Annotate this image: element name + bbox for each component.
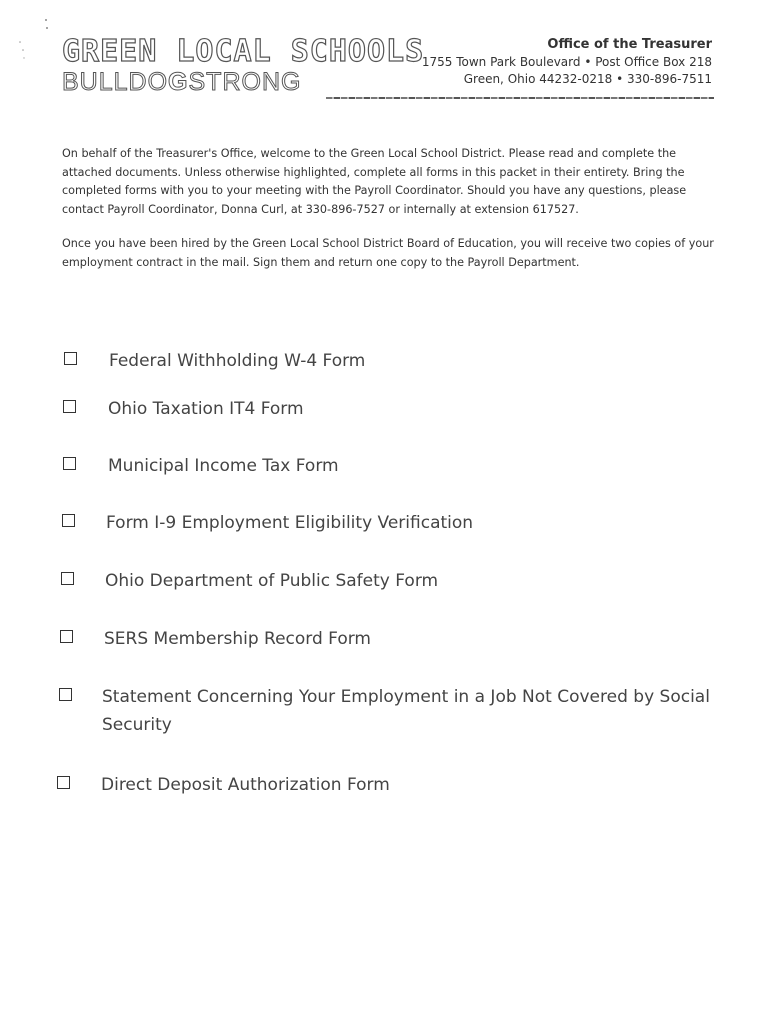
checkbox[interactable] (61, 572, 74, 585)
checklist-item (60, 625, 714, 653)
checkbox[interactable] (62, 514, 75, 527)
office-info (422, 36, 712, 88)
office-address: 1755 Town Park Boulevard • Post Office Box 218 (421, 55, 712, 69)
checklist-item (62, 509, 716, 537)
checklist-item-label: Municipal Income Tax Form (108, 456, 339, 476)
checklist-item-label: Statement Concerning Your Employment in a Job Not Covered by Social Security (102, 687, 710, 735)
logo-tagline-part2: STRONG (188, 68, 302, 96)
checklist-item (63, 395, 718, 423)
intro-section (62, 145, 714, 288)
logo-title: GREEN LOCAL SCHOOLS (62, 34, 425, 69)
checklist-item-label: Form I-9 Employment Eligibility Verification (106, 513, 474, 533)
checklist-item-label: Ohio Department of Public Safety Form (105, 571, 439, 591)
checkbox[interactable] (63, 457, 76, 470)
logo-tagline-g: G (168, 68, 189, 96)
checklist-item (64, 347, 719, 375)
header-divider (326, 97, 714, 99)
checklist-item (61, 567, 715, 595)
checklist-item-label: Ohio Taxation IT4 Form (108, 399, 304, 419)
checkbox[interactable] (60, 630, 73, 643)
office-title: Office of the Treasurer (547, 37, 712, 52)
checkbox[interactable] (63, 400, 76, 413)
intro-paragraph-contract: Once you have been hired by the Green Local School District Board of Education, you will receive two copies of your employment contract in the mail. Sign them and return one copy to the Payroll Department. (62, 237, 714, 269)
checkbox[interactable] (64, 352, 77, 365)
checklist-item-label: Federal Withholding W-4 Form (109, 351, 366, 371)
scan-artifact (14, 14, 54, 74)
checklist-item (59, 683, 712, 739)
intro-paragraph-welcome: On behalf of the Treasurer's Office, welcome to the Green Local School District. Please read and complete the attached documents. Unless otherwise highlighted, complete all forms in this packet in their entirety. Bring the completed forms with you to your meeting with the Payroll Coordinator. Should you have any questions, please contact Payroll Coordinator, Donna Curl, at 330-896-7527 or internally at extension 617527. (62, 147, 687, 216)
checkbox[interactable] (57, 776, 70, 789)
logo-tagline (62, 68, 392, 96)
checklist-item-label: SERS Membership Record Form (104, 629, 371, 649)
checklist-item (63, 452, 718, 480)
logo-tagline-part1: BULLDO (62, 68, 169, 96)
office-city-phone: Green, Ohio 44232-0218 • 330-896-7511 (463, 72, 712, 86)
checkbox[interactable] (59, 688, 72, 701)
checklist-item-label: Direct Deposit Authorization Form (101, 775, 390, 795)
checklist-item (57, 771, 711, 799)
school-logo (62, 34, 425, 96)
